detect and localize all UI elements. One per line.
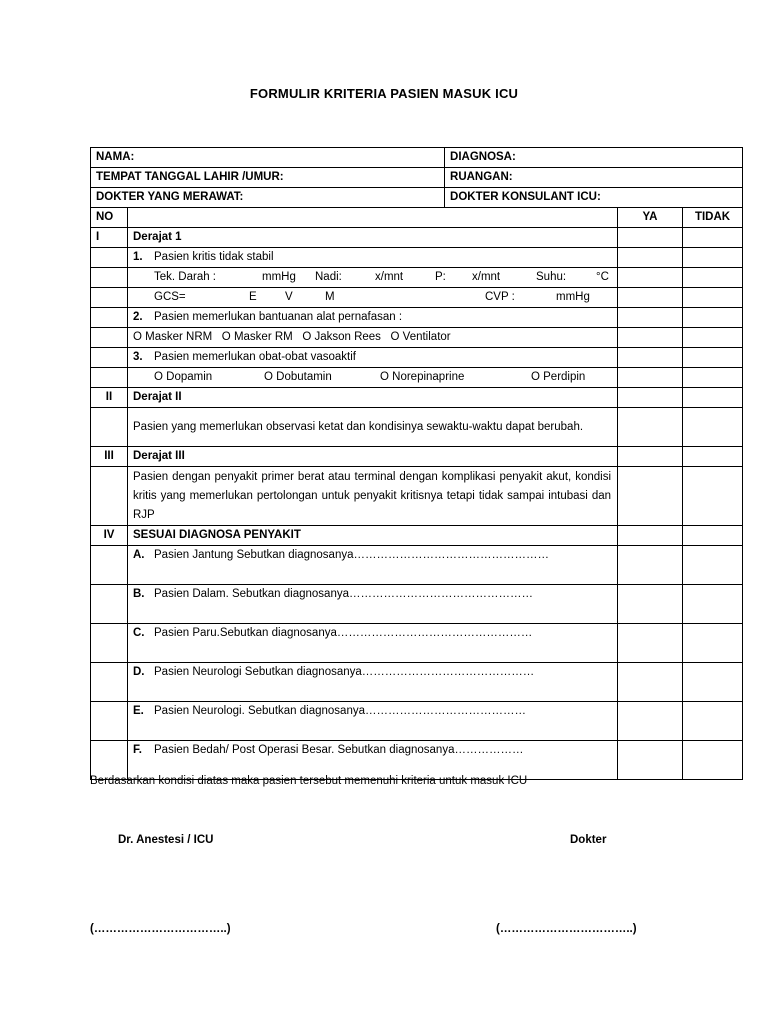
ya-checkbox[interactable] [618, 268, 683, 288]
diagnosis-row-f [91, 741, 743, 780]
ya-checkbox[interactable] [618, 546, 683, 585]
section-3-text: Pasien dengan penyakit primer berat atau terminal dengan komplikasi penyakit akut, kondisi kritis yang memerlukan pertolongan untuk penyakit kritisnya tetapi tidak sampai intubasi dan RJP [128, 467, 618, 526]
tidak-checkbox[interactable] [683, 368, 743, 388]
ruangan-field[interactable]: RUANGAN: [445, 168, 743, 188]
signature-label-dokter: Dokter [570, 834, 607, 846]
item-3-row [91, 348, 743, 368]
item-b-letter: B. [133, 588, 145, 600]
section-4-no: IV [91, 526, 128, 546]
item-2-row [91, 308, 743, 328]
criteria-table [90, 147, 743, 780]
item-c-text[interactable]: Pasien Paru.Sebutkan diagnosanya…………………………………………… [154, 627, 533, 639]
vasoactive-options-row [91, 368, 743, 388]
item-1-row [91, 248, 743, 268]
option-perdipin[interactable]: O Perdipin [531, 371, 586, 383]
ya-checkbox[interactable] [618, 388, 683, 408]
ya-checkbox[interactable] [618, 467, 683, 526]
tidak-checkbox[interactable] [683, 546, 743, 585]
ventilation-options-row [91, 328, 743, 348]
section-2-title-row [91, 388, 743, 408]
diagnosis-row-d [91, 663, 743, 702]
section-4-title-row [91, 526, 743, 546]
tidak-checkbox[interactable] [683, 408, 743, 447]
vitals-row [91, 268, 743, 288]
gcs-row [91, 288, 743, 308]
tidak-checkbox[interactable] [683, 248, 743, 268]
section-3-text-row [91, 467, 743, 526]
ventilation-options[interactable]: O Masker NRM O Masker RM O Jakson Rees O Ventilator [128, 328, 618, 348]
cvp-label: CVP : [485, 291, 515, 303]
item-a-letter: A. [133, 549, 145, 561]
ya-checkbox[interactable] [618, 526, 683, 546]
signature-label-anestesi: Dr. Anestesi / ICU [118, 834, 214, 846]
tidak-checkbox[interactable] [683, 268, 743, 288]
item-2-text: Pasien memerlukan bantuanan alat pernafasan : [154, 311, 403, 323]
tidak-checkbox[interactable] [683, 467, 743, 526]
tidak-checkbox[interactable] [683, 585, 743, 624]
option-dobutamin[interactable]: O Dobutamin [264, 371, 332, 383]
section-3-title-row [91, 447, 743, 467]
section-1-title: Derajat 1 [128, 228, 618, 248]
ya-checkbox[interactable] [618, 624, 683, 663]
ya-checkbox[interactable] [618, 328, 683, 348]
section-4-title: SESUAI DIAGNOSA PENYAKIT [128, 526, 618, 546]
signature-line-dokter[interactable]: (……………………………..) [496, 923, 637, 935]
nama-field[interactable]: NAMA: [91, 148, 445, 168]
tidak-checkbox[interactable] [683, 348, 743, 368]
option-dopamin[interactable]: O Dopamin [154, 371, 213, 383]
ya-checkbox[interactable] [618, 248, 683, 268]
tidak-checkbox[interactable] [683, 741, 743, 780]
item-2-number: 2. [133, 311, 143, 323]
tidak-checkbox[interactable] [683, 388, 743, 408]
ya-checkbox[interactable] [618, 288, 683, 308]
item-c-letter: C. [133, 627, 145, 639]
p-unit: x/mnt [472, 271, 501, 283]
signature-line-anestesi[interactable]: (……………………………..) [90, 923, 231, 935]
section-3-no: III [91, 447, 128, 467]
diagnosis-row-b [91, 585, 743, 624]
tidak-checkbox[interactable] [683, 288, 743, 308]
ya-checkbox[interactable] [618, 741, 683, 780]
ya-checkbox[interactable] [618, 368, 683, 388]
header-row-nama [91, 148, 743, 168]
nadi-unit: x/mnt [375, 271, 404, 283]
column-header-row [91, 208, 743, 228]
suhu-unit: °C [596, 271, 609, 283]
item-e-letter: E. [133, 705, 144, 717]
item-f-letter: F. [133, 744, 142, 756]
tidak-checkbox[interactable] [683, 447, 743, 467]
diagnosis-row-a [91, 546, 743, 585]
tempat-tanggal-lahir-field[interactable]: TEMPAT TANGGAL LAHIR /UMUR: [91, 168, 445, 188]
gcs-m: M [325, 291, 335, 303]
dokter-konsulant-field[interactable]: DOKTER KONSULANT ICU: [445, 188, 743, 208]
diagnosa-field[interactable]: DIAGNOSA: [445, 148, 743, 168]
tidak-checkbox[interactable] [683, 702, 743, 741]
section-1-title-row [91, 228, 743, 248]
tidak-checkbox[interactable] [683, 526, 743, 546]
item-1-number: 1. [133, 251, 143, 263]
section-2-title: Derajat II [128, 388, 618, 408]
ya-checkbox[interactable] [618, 663, 683, 702]
item-a-text[interactable]: Pasien Jantung Sebutkan diagnosanya…………………………………………… [154, 549, 549, 561]
eligibility-statement: Berdasarkan kondisi diatas maka pasien tersebut memenuhi kriteria untuk masuk ICU [90, 775, 528, 787]
tidak-checkbox[interactable] [683, 624, 743, 663]
p-label: P: [435, 271, 446, 283]
col-tidak-header: TIDAK [683, 208, 743, 228]
item-1-text: Pasien kritis tidak stabil [154, 251, 274, 263]
tidak-checkbox[interactable] [683, 308, 743, 328]
tidak-checkbox[interactable] [683, 663, 743, 702]
gcs-e: E [249, 291, 257, 303]
ya-checkbox[interactable] [618, 447, 683, 467]
section-2-text-row [91, 408, 743, 447]
header-row-ttl [91, 168, 743, 188]
form-title: FORMULIR KRITERIA PASIEN MASUK ICU [249, 86, 519, 101]
item-e-text[interactable]: Pasien Neurologi. Sebutkan diagnosanya…………………………………… [154, 705, 526, 717]
item-f-text[interactable]: Pasien Bedah/ Post Operasi Besar. Sebutkan diagnosanya……………… [154, 744, 524, 756]
mmhg-unit: mmHg [262, 271, 296, 283]
gcs-label: GCS= [154, 291, 186, 303]
section-2-text: Pasien yang memerlukan observasi ketat dan kondisinya sewaktu-waktu dapat berubah. [128, 408, 618, 447]
section-2-no: II [91, 388, 128, 408]
ya-checkbox[interactable] [618, 702, 683, 741]
section-3-title: Derajat III [128, 447, 618, 467]
ya-checkbox[interactable] [618, 228, 683, 248]
col-no-header: NO [91, 208, 128, 228]
item-b-text[interactable]: Pasien Dalam. Sebutkan diagnosanya………………………………………… [154, 588, 533, 600]
suhu-label: Suhu: [536, 271, 567, 283]
tek-darah-label: Tek. Darah : [154, 271, 216, 283]
col-ya-header: YA [618, 208, 683, 228]
item-3-text: Pasien memerlukan obat-obat vasoaktif [154, 351, 356, 363]
header-row-dokter [91, 188, 743, 208]
nadi-label: Nadi: [315, 271, 342, 283]
ya-checkbox[interactable] [618, 585, 683, 624]
item-d-text[interactable]: Pasien Neurologi Sebutkan diagnosanya……………………………………… [154, 666, 535, 678]
cvp-unit: mmHg [556, 291, 590, 303]
dokter-merawat-field[interactable]: DOKTER YANG MERAWAT: [91, 188, 445, 208]
diagnosis-row-e [91, 702, 743, 741]
ya-checkbox[interactable] [618, 408, 683, 447]
item-d-letter: D. [133, 666, 145, 678]
gcs-v: V [285, 291, 293, 303]
item-3-number: 3. [133, 351, 143, 363]
ya-checkbox[interactable] [618, 348, 683, 368]
diagnosis-row-c [91, 624, 743, 663]
section-1-no: I [91, 228, 128, 248]
tidak-checkbox[interactable] [683, 328, 743, 348]
tidak-checkbox[interactable] [683, 228, 743, 248]
ya-checkbox[interactable] [618, 308, 683, 328]
option-norepinaprine[interactable]: O Norepinaprine [380, 371, 465, 383]
